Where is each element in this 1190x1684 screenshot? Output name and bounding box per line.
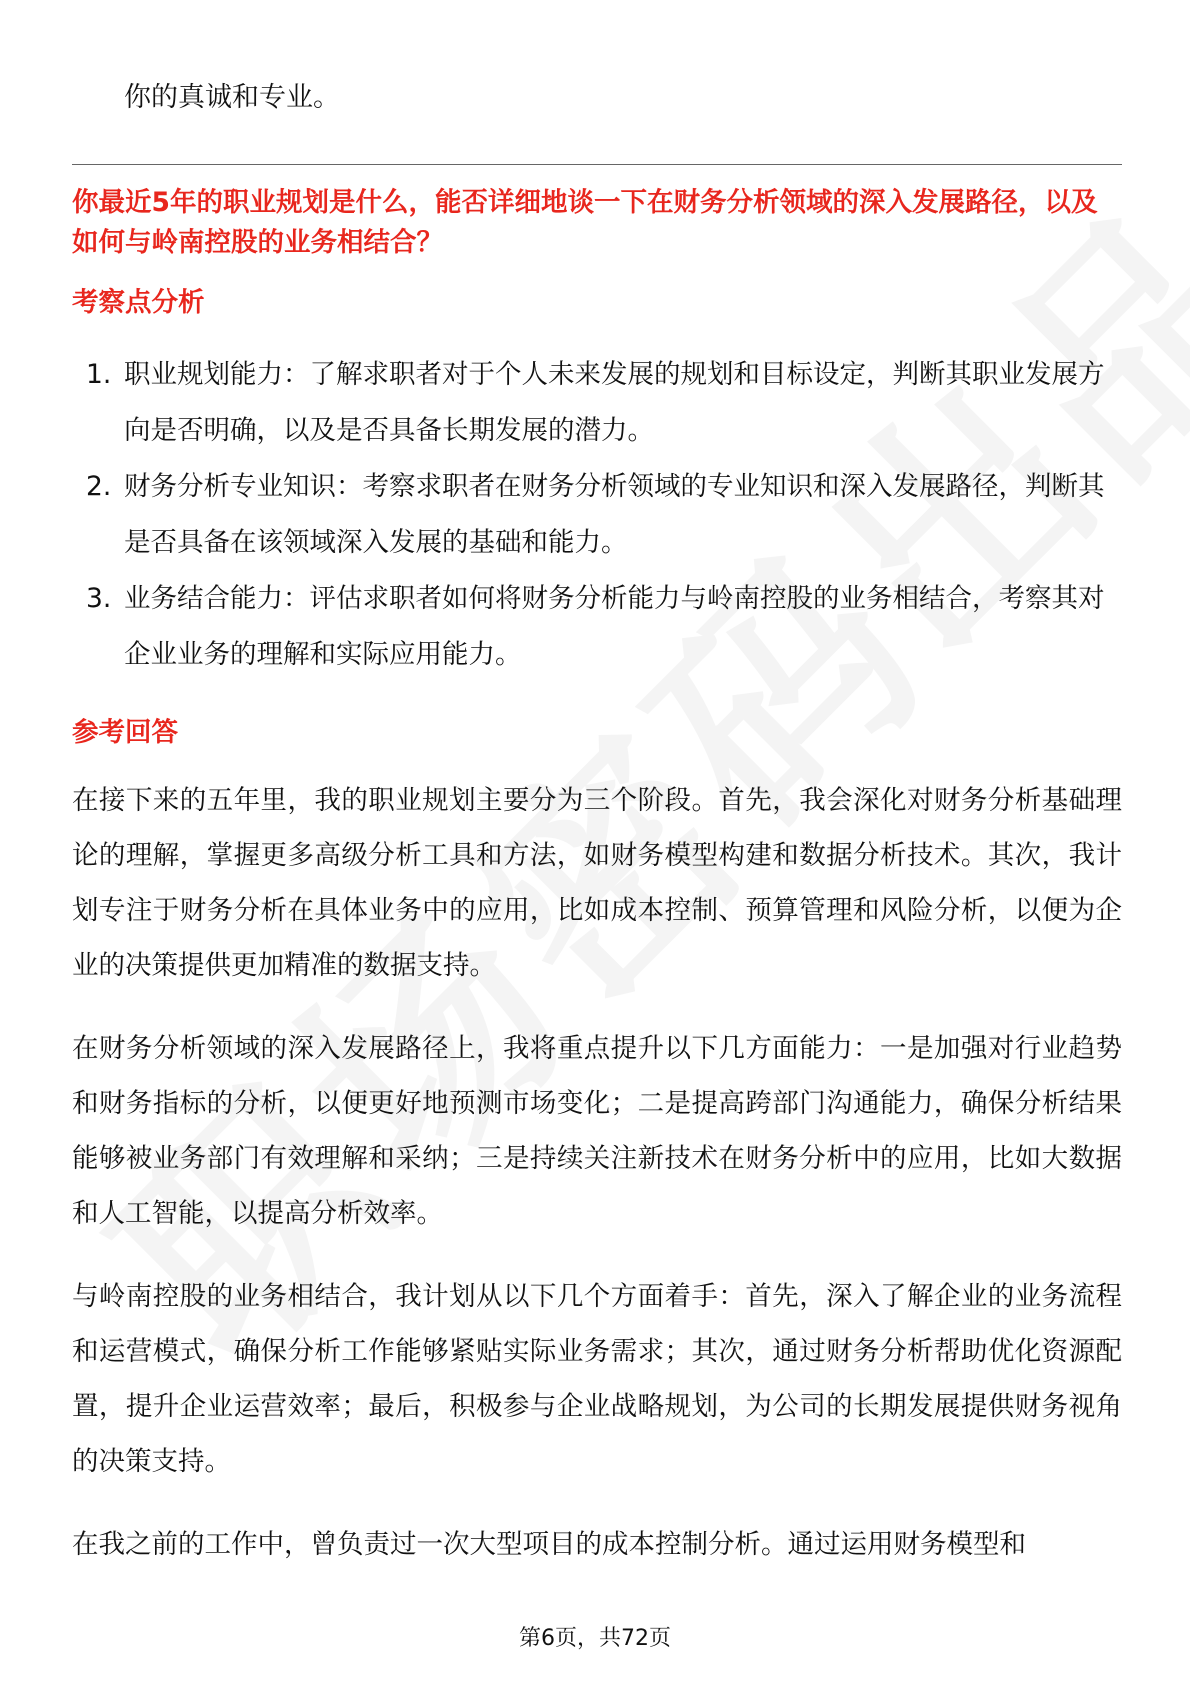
answer-paragraph: 在我之前的工作中，曾负责过一次大型项目的成本控制分析。通过运用财务模型和 bbox=[72, 1529, 1026, 1560]
analysis-point-text: 财务分析专业知识：考察求职者在财务分析领域的专业知识和深入发展路径，判断其是否具备在该领域深入发展的基础和能力。 bbox=[124, 471, 1105, 558]
page-content bbox=[72, 70, 1122, 1572]
analysis-point bbox=[72, 347, 1122, 459]
analysis-point-number: 2. bbox=[86, 471, 112, 502]
answer-paragraph: 与岭南控股的业务相结合，我计划从以下几个方面着手：首先，深入了解企业的业务流程和运营模式，确保分析工作能够紧贴实际业务需求；其次，通过财务分析帮助优化资源配置，提升企业运营效率；最后，积极参与企业战略规划，为公司的长期发展提供财务视角的决策支持。 bbox=[72, 1281, 1122, 1477]
analysis-point-number: 3. bbox=[86, 583, 112, 614]
question-divider bbox=[72, 164, 1122, 165]
question-heading: 你最近5年的职业规划是什么，能否详细地谈一下在财务分析领域的深入发展路径，以及如何与岭南控股的业务相结合？ bbox=[72, 187, 1098, 258]
answer-paragraph: 在财务分析领域的深入发展路径上，我将重点提升以下几方面能力：一是加强对行业趋势和财务指标的分析，以便更好地预测市场变化；二是提高跨部门沟通能力，确保分析结果能够被业务部门有效理解和采纳；三是持续关注新技术在财务分析中的应用，比如大数据和人工智能，以提高分析效率。 bbox=[72, 1033, 1122, 1229]
answer-section-title: 参考回答 bbox=[72, 717, 178, 748]
analysis-point bbox=[72, 459, 1122, 571]
analysis-point-text: 业务结合能力：评估求职者如何将财务分析能力与岭南控股的业务相结合，考察其对企业业务的理解和实际应用能力。 bbox=[124, 583, 1105, 670]
analysis-point bbox=[72, 571, 1122, 683]
previous-answer-tail: 你的真诚和专业。 bbox=[124, 82, 340, 113]
answer-paragraph: 在接下来的五年里，我的职业规划主要分为三个阶段。首先，我会深化对财务分析基础理论的理解，掌握更多高级分析工具和方法，如财务模型构建和数据分析技术。其次，我计划专注于财务分析在具体业务中的应用，比如成本控制、预算管理和风险分析，以便为企业的决策提供更加精准的数据支持。 bbox=[72, 785, 1122, 981]
analysis-section-title: 考察点分析 bbox=[72, 287, 205, 318]
analysis-points-list bbox=[72, 347, 1122, 683]
analysis-point-number: 1. bbox=[86, 359, 112, 390]
analysis-point-text: 职业规划能力：了解求职者对于个人未来发展的规划和目标设定，判断其职业发展方向是否明确，以及是否具备长期发展的潜力。 bbox=[124, 359, 1105, 446]
page-number-footer: 第6页，共72页 bbox=[519, 1626, 671, 1651]
